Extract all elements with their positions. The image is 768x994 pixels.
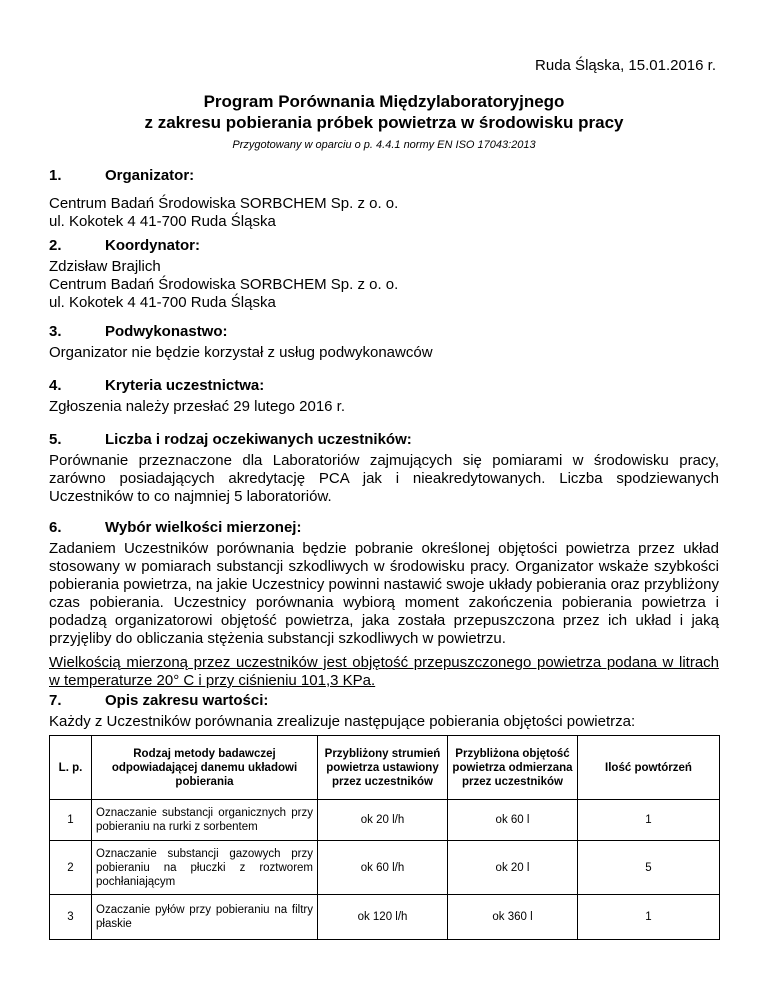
table-cell: ok 360 l: [448, 895, 578, 940]
section-organizer: [49, 167, 719, 231]
document-date: Ruda Śląska, 15.01.2016 r.: [535, 57, 716, 74]
section-heading: [49, 167, 719, 185]
section-number: 1.: [49, 167, 62, 184]
section-number: 5.: [49, 431, 62, 448]
table-cell: ok 60 l: [448, 800, 578, 841]
section-coordinator: [49, 237, 719, 312]
section-heading: [49, 431, 719, 449]
document-subtitle: Przygotowany w oparciu o p. 4.4.1 normy EN ISO 17043:2013: [232, 139, 536, 151]
section-line: Każdy z Uczestników porównania zrealizuje następujące pobierania objętości powietrza:: [49, 713, 636, 730]
table-cell: 3: [50, 895, 92, 940]
section-line: Zdzisław Brajlich: [49, 258, 161, 275]
section-line: ul. Kokotek 4 41-700 Ruda Śląska: [49, 213, 276, 230]
table-cell: ok 120 l/h: [318, 895, 448, 940]
section-title: Podwykonastwo:: [105, 323, 228, 340]
section-paragraph: Zadaniem Uczestników porównania będzie pobranie określonej objętości powietrza przez układ stosowany w pomiarach substancji szkodliwych w środowisku pracy. Organizator wskaże szybkości pobierania powietrza, na jakie Uczestnicy powinni nastawić swoje układy pobierania oraz przybliżony czas pobierania. Uczestnicy porównania wybiorą moment zakończenia pobierania powietrza i podadzą organizatorowi objętość powietrza, jaka została przepuszczona przez ich układ i jaką przyjęliby do obliczania stężenia substancji szkodliwych w powietrzu.: [49, 540, 719, 647]
table-cell: 1: [50, 800, 92, 841]
table-cell: Ozaczanie pyłów przy pobieraniu na filtry płaskie: [92, 895, 318, 940]
section-participants: [49, 431, 719, 506]
section-title: Opis zakresu wartości:: [105, 692, 269, 709]
table-header-row: [50, 736, 720, 800]
section-number: 7.: [49, 692, 62, 709]
section-title: Kryteria uczestnictwa:: [105, 377, 265, 394]
table-cell: Oznaczanie substancji gazowych przy pobieraniu na płuczki z roztworem pochłaniającym: [92, 841, 318, 895]
section-line: Zgłoszenia należy przesłać 29 lutego 2016 r.: [49, 398, 346, 415]
section-line: Centrum Badań Środowiska SORBCHEM Sp. z o. o.: [49, 195, 399, 212]
table-cell: ok 20 l/h: [318, 800, 448, 841]
section-heading: [49, 323, 719, 341]
table-header-cell: Ilość powtórzeń: [578, 736, 720, 800]
table-cell: Oznaczanie substancji organicznych przy pobieraniu na rurki z sorbentem: [92, 800, 318, 841]
table-cell: 1: [578, 895, 720, 940]
table-cell: ok 20 l: [448, 841, 578, 895]
table-cell: 1: [578, 800, 720, 841]
document-title-line-2: z zakresu pobierania próbek powietrza w środowisku pracy: [144, 113, 624, 132]
table-cell: 2: [50, 841, 92, 895]
table-row: [50, 800, 720, 841]
table-header-cell: L. p.: [50, 736, 92, 800]
section-number: 3.: [49, 323, 62, 340]
section-line: Centrum Badań Środowiska SORBCHEM Sp. z o. o.: [49, 276, 399, 293]
section-heading: [49, 519, 719, 537]
section-title: Liczba i rodzaj oczekiwanych uczestników:: [105, 431, 412, 448]
section-heading: [49, 692, 719, 710]
section-participation-criteria: [49, 377, 719, 416]
table-cell: 5: [578, 841, 720, 895]
table-header-cell: Przybliżona objętość powietrza odmierzana przez uczestników: [448, 736, 578, 800]
section-title: Koordynator:: [105, 237, 200, 254]
section-number: 6.: [49, 519, 62, 536]
section-line: ul. Kokotek 4 41-700 Ruda Śląska: [49, 294, 276, 311]
table-header-cell: Rodzaj metody badawczej odpowiadającej danemu układowi pobierania: [92, 736, 318, 800]
section-number: 4.: [49, 377, 62, 394]
measurand-definition: Wielkością mierzoną przez uczestników jest objętość przepuszczonego powietrza podana w litrach w temperaturze 20° C i przy ciśnieniu 101,3 KPa.: [49, 654, 719, 689]
section-subcontracting: [49, 323, 719, 362]
section-paragraph: Porównanie przeznaczone dla Laboratoriów zajmujących się pomiarami w środowisku pracy, zarówno posiadających akredytację PCA jak i nieakredytowanych. Liczba spodziewanych Uczestników to co najmniej 5 laboratoriów.: [49, 452, 719, 505]
document-title-line-1: Program Porównania Międzylaboratoryjnego: [203, 92, 565, 111]
section-number: 2.: [49, 237, 62, 254]
table-header-cell: Przybliżony strumień powietrza ustawiony przez uczestników: [318, 736, 448, 800]
table-row: [50, 841, 720, 895]
section-line: Organizator nie będzie korzystał z usług podwykonawców: [49, 344, 433, 361]
section-title: Organizator:: [105, 167, 195, 184]
section-measurand: [49, 519, 719, 690]
section-heading: [49, 237, 719, 255]
section-heading: [49, 377, 719, 395]
section-title: Wybór wielkości mierzonej:: [105, 519, 302, 536]
sampling-table: [49, 735, 720, 940]
section-value-range: [49, 692, 719, 731]
table-row: [50, 895, 720, 940]
table-cell: ok 60 l/h: [318, 841, 448, 895]
